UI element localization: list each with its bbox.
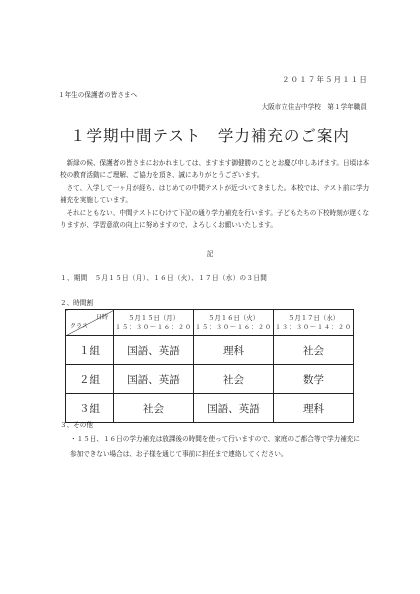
day-time: １３：３０〜１４：２０ <box>274 323 352 331</box>
subject-cell: 国語、英語 <box>114 365 194 394</box>
period-line: １、期間 ５月１５日（月）、１６日（火）、１７日（水）の３日間 <box>60 274 268 282</box>
other-heading: ３、その他 <box>60 421 93 429</box>
table-row <box>66 336 354 365</box>
class-cell: １組 <box>66 336 114 365</box>
subject-cell: 理科 <box>274 394 354 423</box>
ki-heading: 記 <box>206 250 214 258</box>
subject-cell: 理科 <box>194 336 274 365</box>
subject-cell: 数学 <box>274 365 354 394</box>
corner-date-label: 日時 <box>95 314 108 321</box>
class-cell: ２組 <box>66 365 114 394</box>
subject-cell: 国語、英語 <box>194 394 274 423</box>
day-header <box>114 310 194 336</box>
day-date: ５月１５日（月） <box>127 313 180 322</box>
day-time: １５：３０〜１６：２０ <box>194 323 272 331</box>
class-cell: ３組 <box>66 394 114 423</box>
recipient-line: １年生の保護者の皆さまへ <box>58 91 138 99</box>
table-row <box>66 394 354 423</box>
notice-text: それにともない、中間テストにむけて下記の通り学力補充を行います。子どもたちの下校時刻が遅くなりますが、学習意欲の向上に努めますので、よろしくお願いいたします。 <box>60 209 370 230</box>
corner-class-label: クラス <box>70 323 88 330</box>
timetable-heading: ２、時間割 <box>60 299 93 307</box>
subject-cell: 社会 <box>274 336 354 365</box>
subject-cell: 社会 <box>194 365 274 394</box>
timetable-header-row <box>66 310 354 336</box>
subject-cell: 社会 <box>114 394 194 423</box>
document-title: １学期中間テスト 学力補充のご案内 <box>70 127 350 145</box>
day-header <box>274 310 354 336</box>
day-date: ５月１６日（火） <box>207 313 260 322</box>
day-date: ５月１７日（水） <box>287 313 340 322</box>
notice-paragraph <box>60 207 370 231</box>
corner-cell <box>66 310 114 336</box>
greeting-text: 新緑の候、保護者の皆さまにおかれましては、ますます御健勝のこととお慶び申しあげます。日頃は本校の教育活動にご理解、ご協力を頂き、誠にありがとうございます。 <box>60 159 370 180</box>
day-header <box>194 310 274 336</box>
greeting-paragraph <box>60 157 370 181</box>
sender-line: 大阪市立住吉中学校 第１学年職員 <box>261 103 367 111</box>
intro-text: さて、入学して一ヶ月が経ち、はじめての中間テストが近づいてきました。本校では、テスト前に学力補充を実施しています。 <box>60 184 370 205</box>
document-date: ２０１７年５月１１日 <box>282 75 368 84</box>
day-time: １５：３０〜１６：２０ <box>114 323 192 331</box>
table-row <box>66 365 354 394</box>
timetable <box>65 309 354 423</box>
subject-cell: 国語、英語 <box>114 336 194 365</box>
other-note: ・１５日、１６日の学力補充は放課後の時間を使って行いますので、家庭のご都合等で学力補充に参加できない場合は、お子様を通じて事前に担任まで連絡してください。 <box>70 435 360 458</box>
intro-paragraph <box>60 182 370 206</box>
